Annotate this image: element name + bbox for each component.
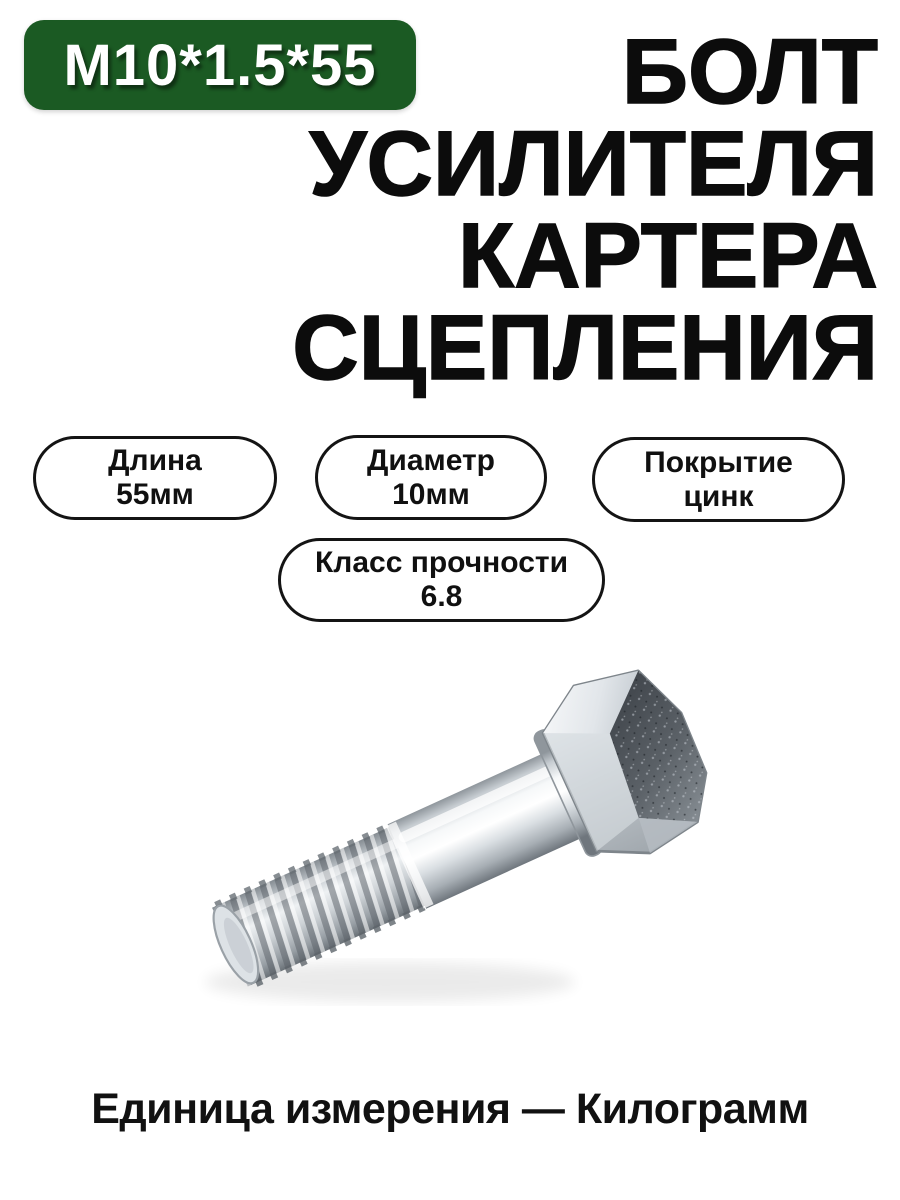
title-line: КАРТЕРА [457,205,878,307]
spec-value: 55мм [116,478,194,511]
spec-pill-diameter [315,435,547,520]
size-badge-label: М10*1.5*55 [63,32,377,98]
title-line: БОЛТ [621,21,878,123]
spec-name: Покрытие [644,445,793,479]
spec-pill-coating [592,437,845,522]
title-line: СЦЕПЛЕНИЯ [292,297,878,399]
spec-pill-strength-class [278,538,605,622]
spec-value: 10мм [392,477,470,511]
spec-name: Длина [108,444,202,477]
unit-of-measure-label: Единица измерения — Килограмм [91,1085,809,1133]
spec-name: Диаметр [367,443,495,477]
unit-of-measure-text [0,1085,900,1134]
bolt-product-image [140,630,760,1070]
spec-value: 6.8 [420,580,463,613]
title-line: УСИЛИТЕЛЯ [309,113,878,215]
spec-value: цинк [683,479,754,513]
spec-pill-length [33,436,277,520]
product-title [292,21,878,399]
spec-name: Класс прочности [314,546,569,579]
